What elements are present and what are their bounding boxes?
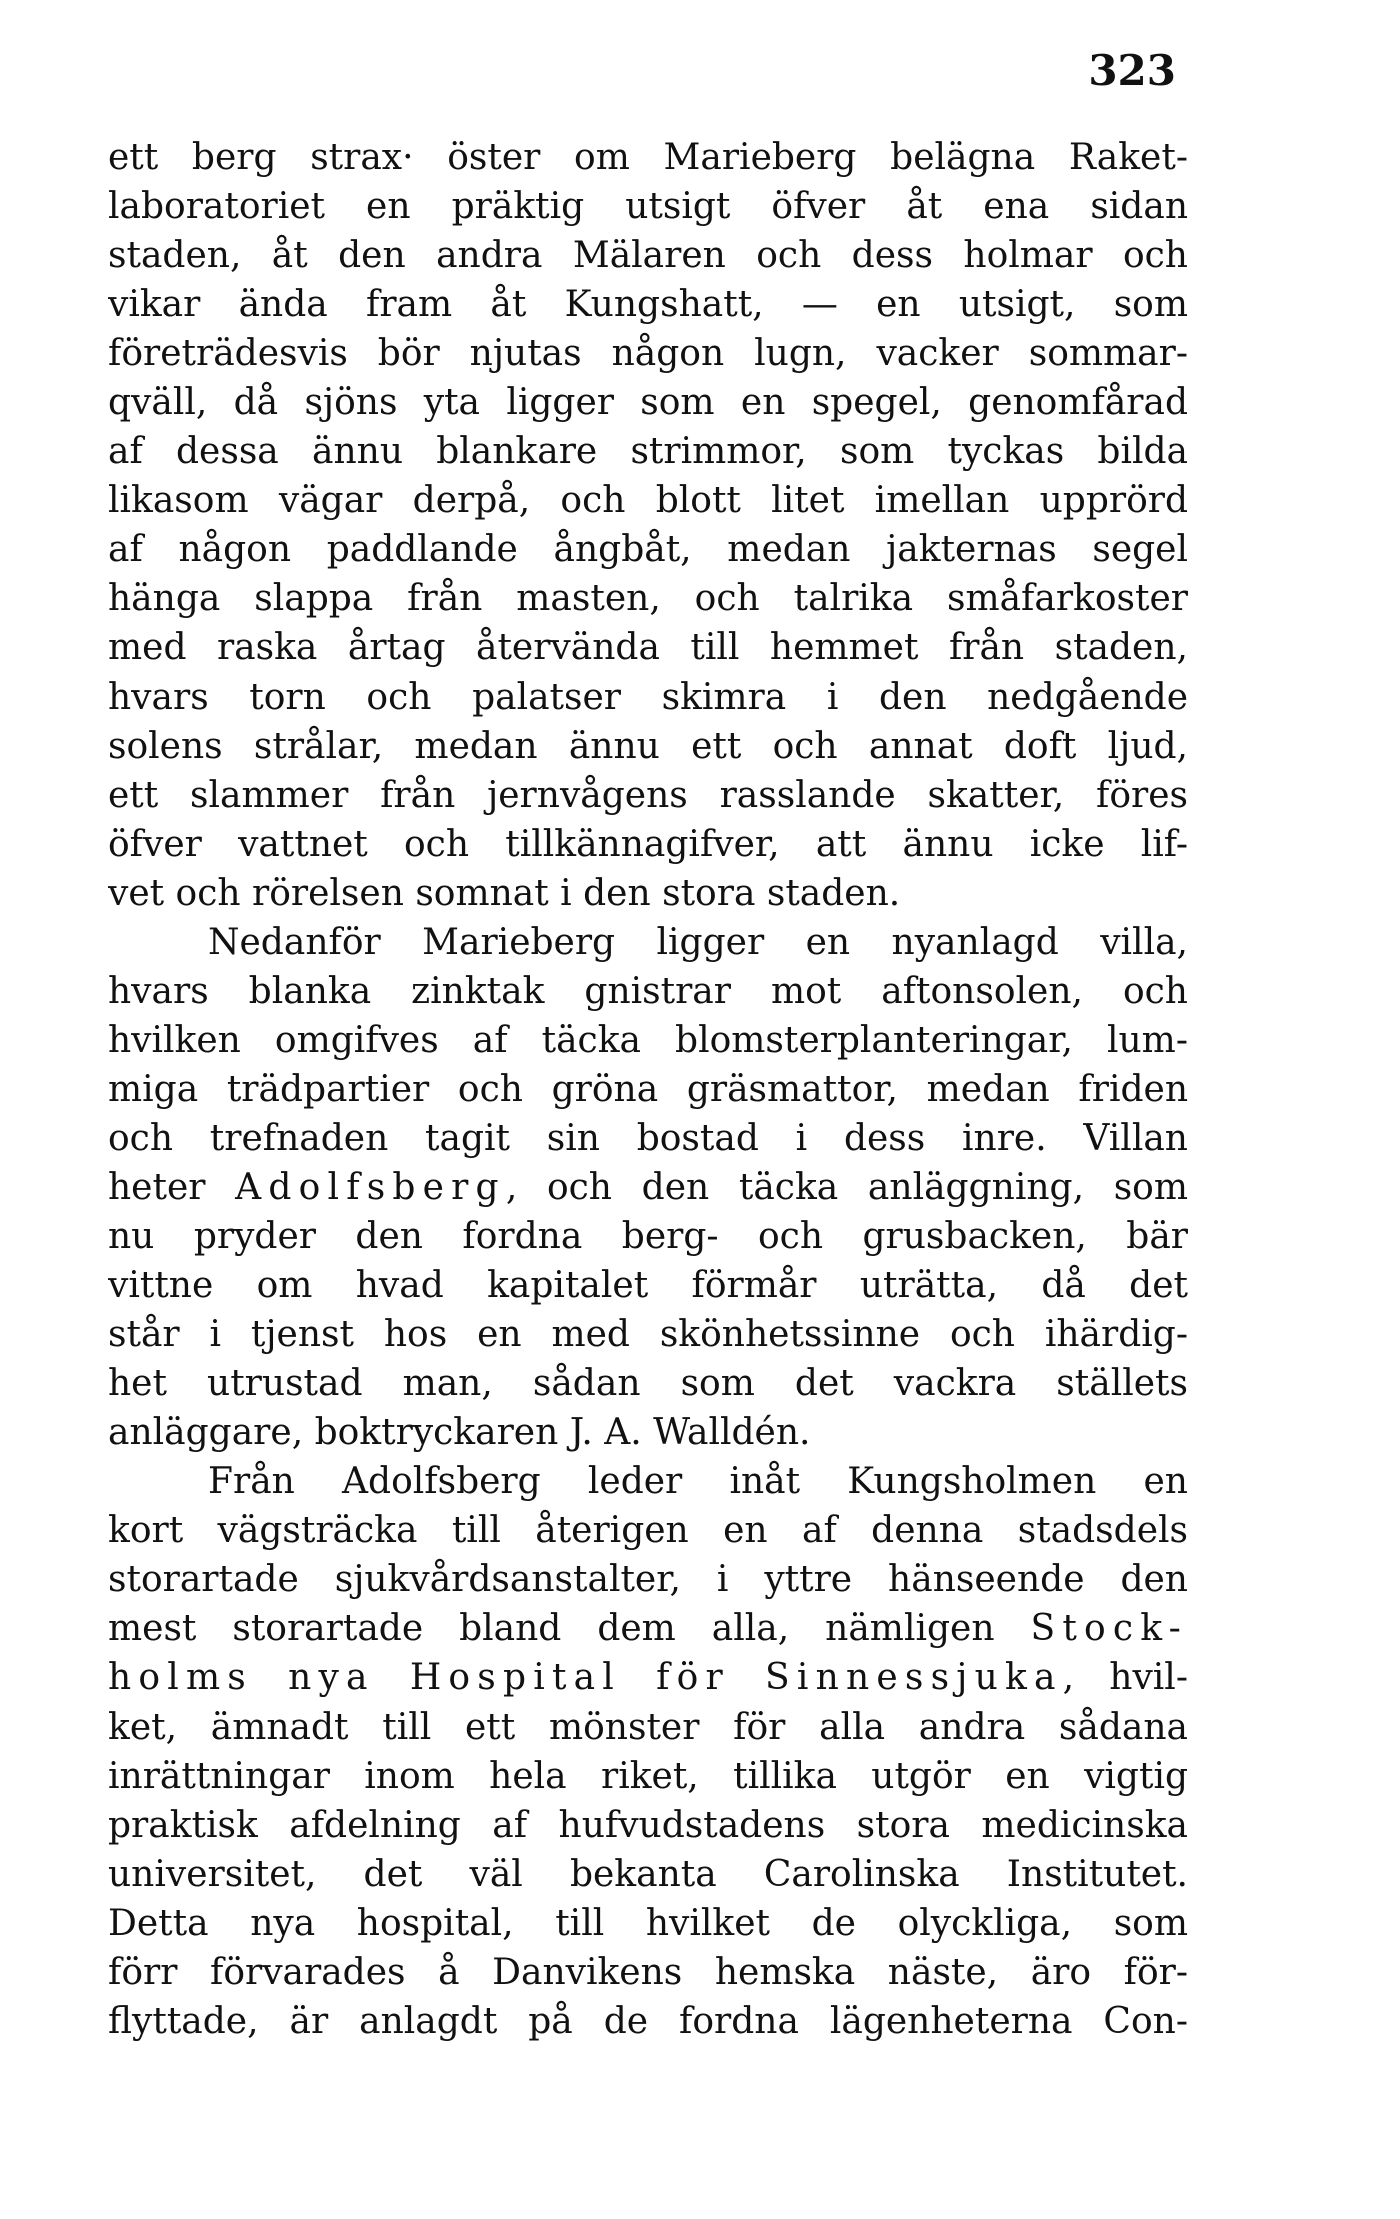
text-line: kort vägsträcka till återigen en af denna stadsdels	[108, 1510, 1188, 1552]
text-line: står i tjenst hos en med skönhetssinne och ihärdig-	[108, 1314, 1188, 1356]
text-line: hvars blanka zinktak gnistrar mot aftonsolen, och	[108, 970, 1188, 1012]
text-line: företrädesvis bör njutas någon lugn, vacker sommar-	[108, 333, 1188, 375]
text-line: qväll, då sjöns yta ligger som en spegel, genomfårad	[108, 382, 1188, 424]
text-line: och trefnaden tagit sin bostad i dess inre. Villan	[108, 1117, 1188, 1159]
text-span: hvil-	[1109, 1657, 1188, 1699]
text-line: anläggare, boktryckaren J. A. Walldén.	[108, 1412, 811, 1454]
text-line: staden, åt den andra Mälaren och dess holmar och	[108, 235, 1188, 277]
text-line: laboratoriet en präktig utsigt öfver åt ena sidan	[108, 186, 1188, 228]
text-line: af dessa ännu blankare strimmor, som tyckas bilda	[108, 431, 1188, 473]
page-number: 323	[1088, 46, 1176, 95]
text-line	[108, 1604, 1188, 1653]
text-line: flyttade, är anlagdt på de fordna lägenheterna Con-	[108, 2000, 1188, 2042]
text-line: vittne om hvad kapitalet förmår uträtta, då det	[108, 1265, 1188, 1307]
spaced-name: Adolfsberg	[235, 1166, 506, 1208]
text-span: , och den täcka anläggning, som	[505, 1166, 1188, 1208]
text-line: ett berg strax· öster om Marieberg belägna Raket-	[108, 137, 1188, 178]
text-line: vet och rörelsen somnat i den stora staden.	[108, 872, 901, 914]
text-line: Från Adolfsberg leder inåt Kungsholmen en	[208, 1461, 1188, 1503]
text-line: praktisk afdelning af hufvudstadens stora medicinska	[108, 1804, 1188, 1846]
body-text	[108, 133, 1188, 2046]
text-line: öfver vattnet och tillkännagifver, att ännu icke lif-	[108, 823, 1188, 865]
text-line	[108, 1163, 1188, 1212]
text-line: vikar ända fram åt Kungshatt, — en utsigt, som	[108, 284, 1188, 326]
text-line: hvilken omgifves af täcka blomsterplanteringar, lum-	[108, 1019, 1188, 1061]
text-line: med raska årtag återvända till hemmet från staden,	[108, 627, 1188, 669]
text-span: mest storartade bland dem alla, nämligen	[108, 1608, 995, 1650]
text-line	[108, 1653, 1188, 1702]
text-line: af någon paddlande ångbåt, medan jakternas segel	[108, 529, 1188, 571]
text-line: het utrustad man, sådan som det vackra ställets	[108, 1363, 1188, 1405]
text-line: Nedanför Marieberg ligger en nyanlagd villa,	[208, 921, 1188, 963]
text-span: heter	[108, 1166, 206, 1208]
text-line: Detta nya hospital, till hvilket de olyckliga, som	[108, 1902, 1188, 1944]
text-line: ett slammer från jernvågens rasslande skatter, föres	[108, 774, 1188, 816]
text-line: solens strålar, medan ännu ett och annat doft ljud,	[108, 725, 1188, 767]
text-line: universitet, det väl bekanta Carolinska Institutet.	[108, 1853, 1188, 1895]
text-line: ket, ämnadt till ett mönster för alla andra sådana	[108, 1706, 1188, 1748]
text-line: storartade sjukvårdsanstalter, i yttre hänseende den	[108, 1559, 1188, 1601]
text-line: hänga slappa från masten, och talrika småfarkoster	[108, 578, 1188, 620]
spaced-name: Stock-	[1030, 1608, 1188, 1650]
text-line: likasom vägar derpå, och blott litet imellan upprörd	[108, 480, 1188, 522]
text-line: nu pryder den fordna berg- och grusbacken, bär	[108, 1216, 1188, 1258]
spaced-name: holms nya Hospital för Sinnessjuka,	[108, 1657, 1082, 1699]
text-line: inrättningar inom hela riket, tillika utgör en vigtig	[108, 1755, 1188, 1797]
text-line: förr förvarades å Danvikens hemska näste, äro för-	[108, 1951, 1188, 1993]
text-line: miga trädpartier och gröna gräsmattor, medan friden	[108, 1068, 1188, 1110]
text-line: hvars torn och palatser skimra i den nedgående	[108, 676, 1188, 718]
